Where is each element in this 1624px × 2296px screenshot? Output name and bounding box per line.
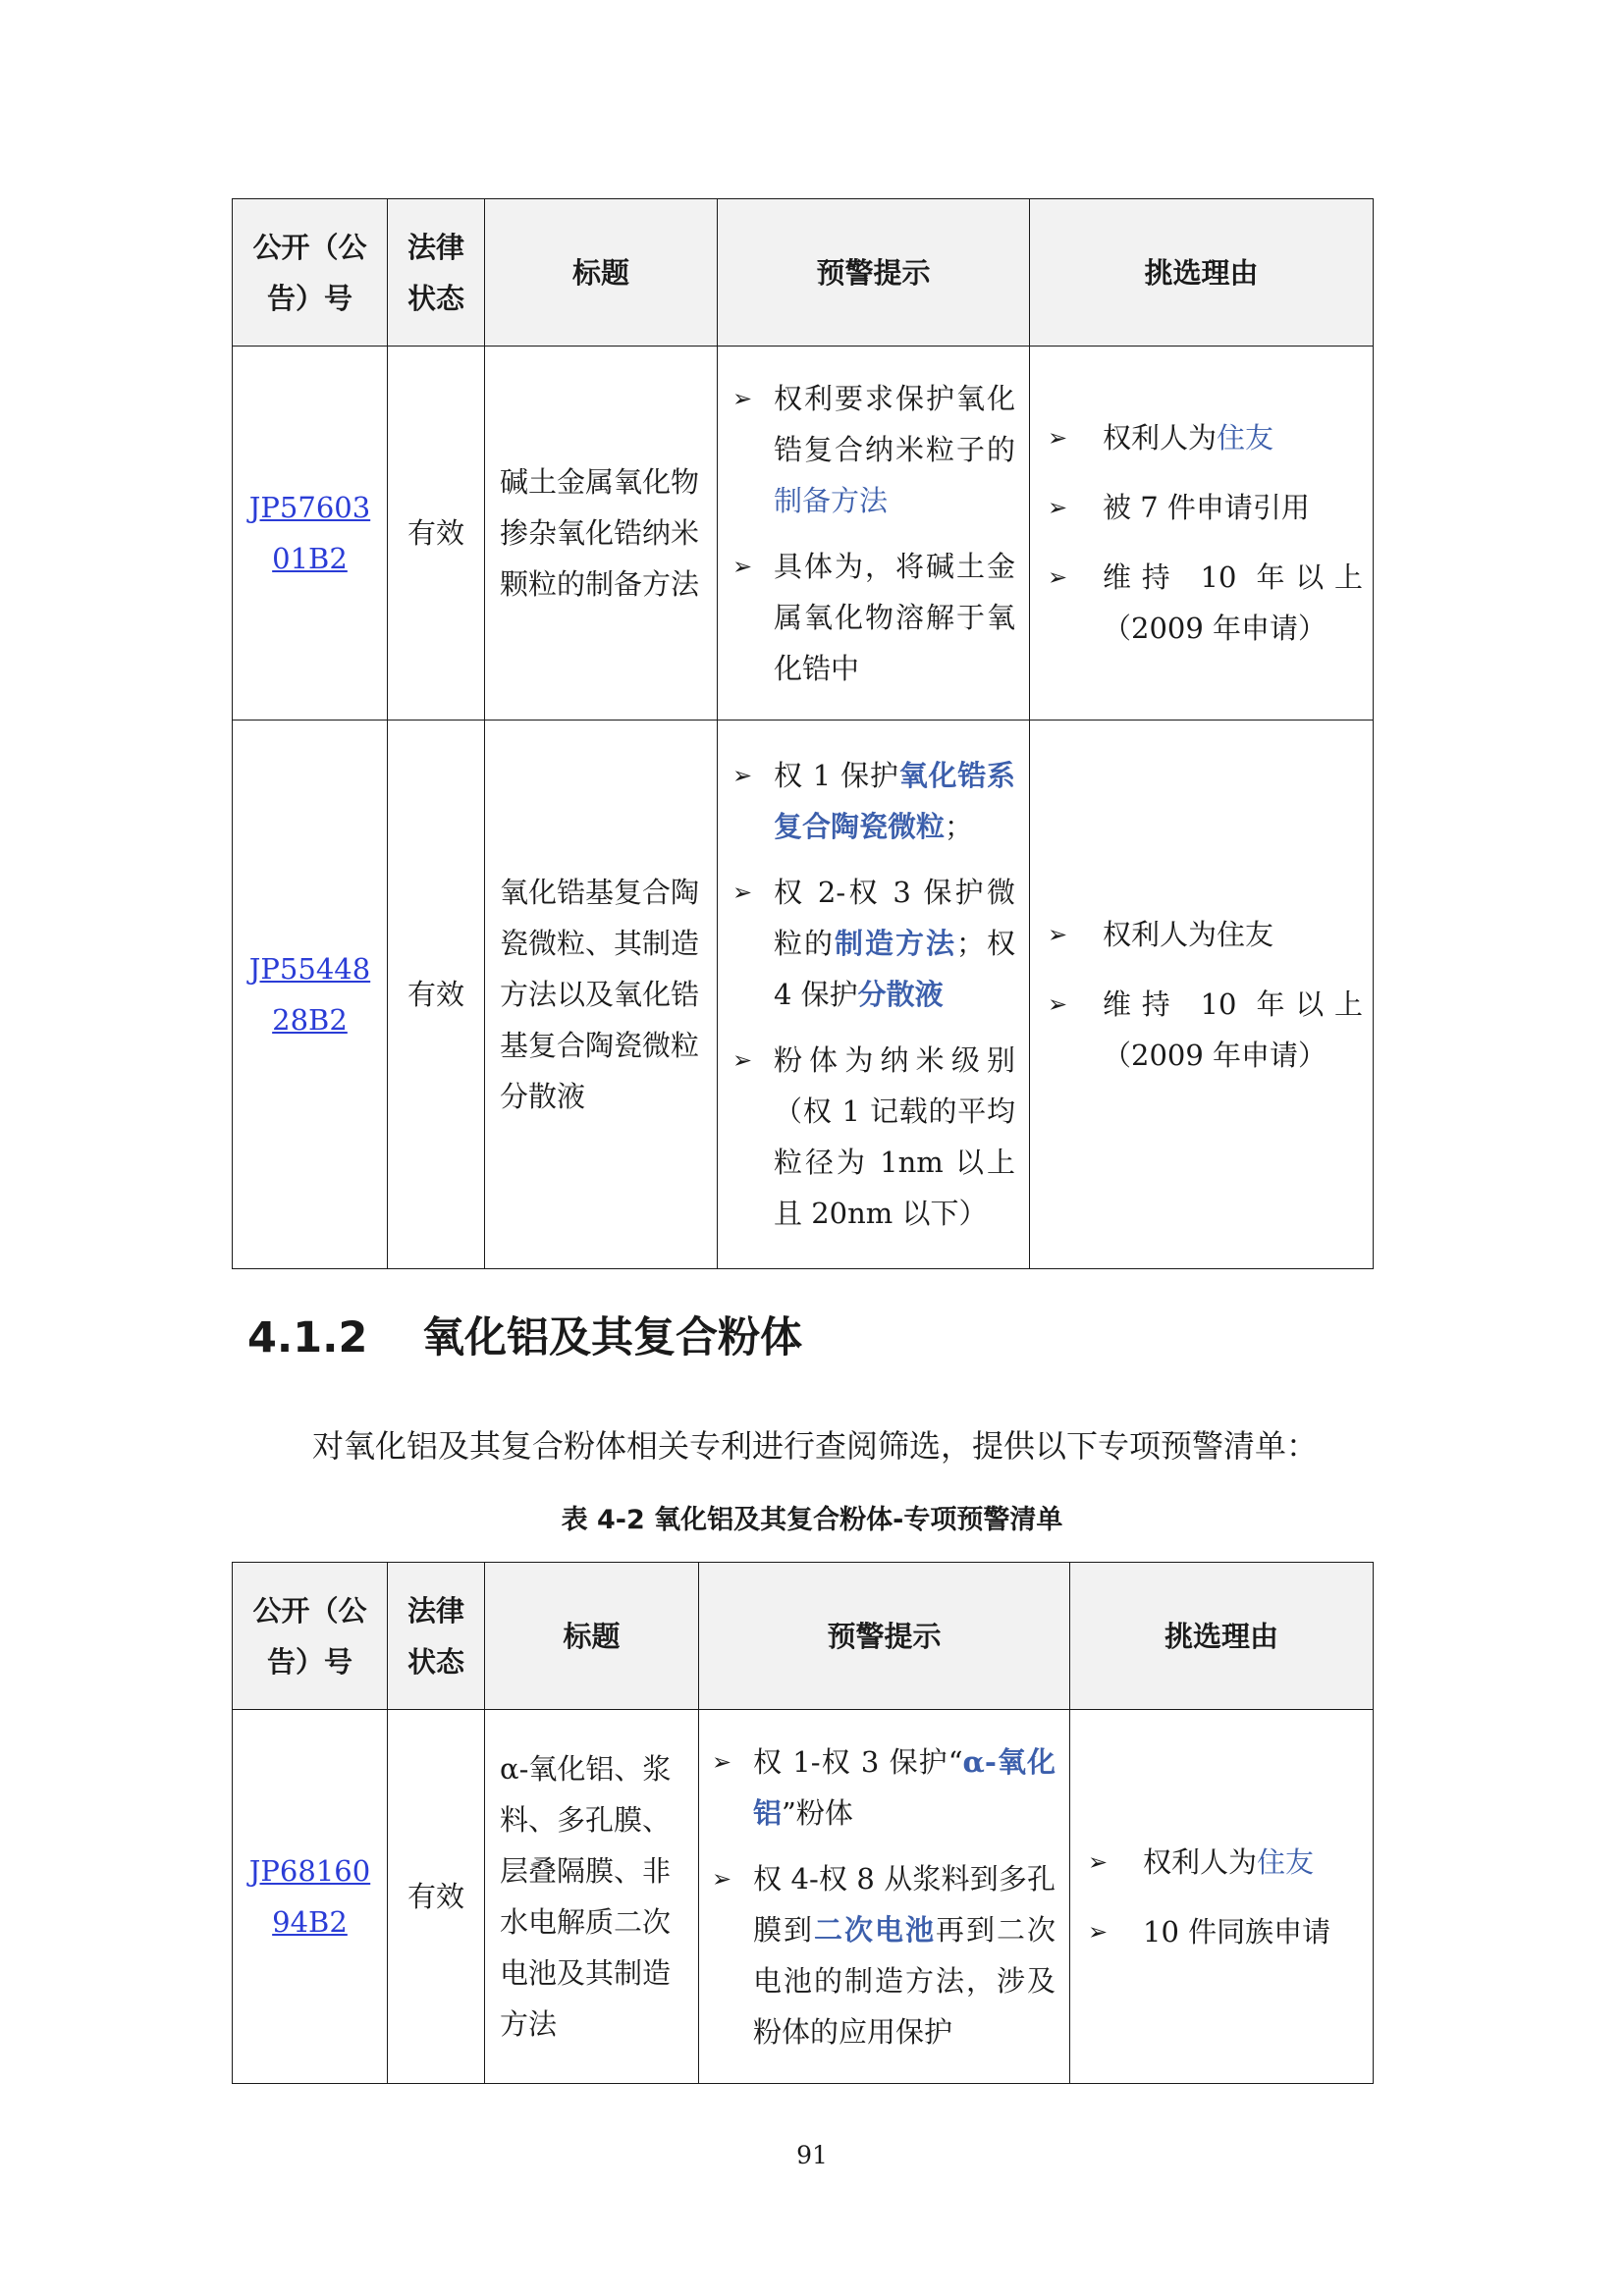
pub-no-cell <box>233 721 388 1269</box>
warning-cell <box>699 1710 1070 2084</box>
table-row <box>233 721 1374 1269</box>
header-reason: 挑选理由 <box>1030 199 1374 347</box>
table-caption: 表 4-2 氧化铝及其复合粉体-专项预警清单 <box>561 1505 1063 1535</box>
patent-table-2 <box>232 1562 1374 2084</box>
header-warning: 预警提示 <box>718 199 1030 347</box>
status-cell: 有效 <box>388 1710 485 2084</box>
patent-link[interactable]: JP5544828B2 <box>248 952 371 1037</box>
warning-item: ➢ 权 2-权 3 保护微粒的制造方法；权 4 保护分散液 <box>718 867 1015 1020</box>
section-title: 氧化铝及其复合粉体 <box>422 1313 802 1362</box>
patent-table-1 <box>232 198 1374 1269</box>
reason-item: ➢ 权利人为住友 <box>1070 1837 1363 1888</box>
warning-item: ➢ 权利要求保护氧化锆复合纳米粒子的制备方法 <box>718 373 1015 526</box>
header-title: 标题 <box>485 1563 699 1710</box>
section-number: 4.1.2 <box>247 1313 368 1362</box>
table-header-row <box>233 199 1374 347</box>
reason-item: ➢ 维持 10 年以上（2009 年申请） <box>1030 552 1363 654</box>
warning-item: ➢ 权 1-权 3 保护“α-氧化铝”粉体 <box>697 1736 1056 1839</box>
page-number: 91 <box>796 2141 828 2169</box>
warning-item: ➢ 权 1 保护氧化锆系复合陶瓷微粒； <box>718 750 1015 852</box>
pub-no-cell <box>233 1710 388 2084</box>
title-cell: α-氧化铝、浆料、多孔膜、层叠隔膜、非水电解质二次电池及其制造方法 <box>485 1710 699 2084</box>
warning-item: ➢ 具体为，将碱土金属氧化物溶解于氧化锆中 <box>718 541 1015 694</box>
intro-paragraph: 对氧化铝及其复合粉体相关专利进行查阅筛选，提供以下专项预警清单： <box>312 1427 1319 1465</box>
table-header-row <box>233 1563 1374 1710</box>
header-status: 法律状态 <box>388 199 485 347</box>
reason-item: ➢ 被 7 件申请引用 <box>1030 482 1363 533</box>
reason-cell <box>1030 347 1374 721</box>
header-pub-no: 公开（公告）号 <box>233 199 388 347</box>
reason-item: ➢ 权利人为住友 <box>1030 412 1363 463</box>
section-heading <box>247 1308 802 1367</box>
pub-no-cell <box>233 347 388 721</box>
table-row <box>233 347 1374 721</box>
status-cell: 有效 <box>388 347 485 721</box>
header-warning: 预警提示 <box>699 1563 1070 1710</box>
reason-item: ➢ 维持 10 年以上（2009 年申请） <box>1030 979 1363 1081</box>
title-cell: 氧化锆基复合陶瓷微粒、其制造方法以及氧化锆基复合陶瓷微粒分散液 <box>485 721 718 1269</box>
header-pub-no: 公开（公告）号 <box>233 1563 388 1710</box>
warning-cell <box>718 347 1030 721</box>
patent-link[interactable]: JP6816094B2 <box>248 1854 371 1939</box>
header-reason: 挑选理由 <box>1070 1563 1374 1710</box>
reason-item: ➢ 10 件同族申请 <box>1070 1906 1363 1957</box>
reason-item: ➢ 权利人为住友 <box>1030 909 1363 960</box>
reason-cell <box>1070 1710 1374 2084</box>
patent-link[interactable]: JP5760301B2 <box>248 491 371 575</box>
reason-cell <box>1030 721 1374 1269</box>
table-row <box>233 1710 1374 2084</box>
title-cell: 碱土金属氧化物掺杂氧化锆纳米颗粒的制备方法 <box>485 347 718 721</box>
warning-item: ➢ 权 4-权 8 从浆料到多孔膜到二次电池再到二次电池的制造方法，涉及粉体的应用保护 <box>697 1853 1056 2057</box>
warning-cell <box>718 721 1030 1269</box>
header-status: 法律状态 <box>388 1563 485 1710</box>
header-title: 标题 <box>485 199 718 347</box>
warning-item: ➢ 粉体为纳米级别（权 1 记载的平均粒径为 1nm 以上且 20nm 以下） <box>718 1035 1015 1239</box>
status-cell: 有效 <box>388 721 485 1269</box>
